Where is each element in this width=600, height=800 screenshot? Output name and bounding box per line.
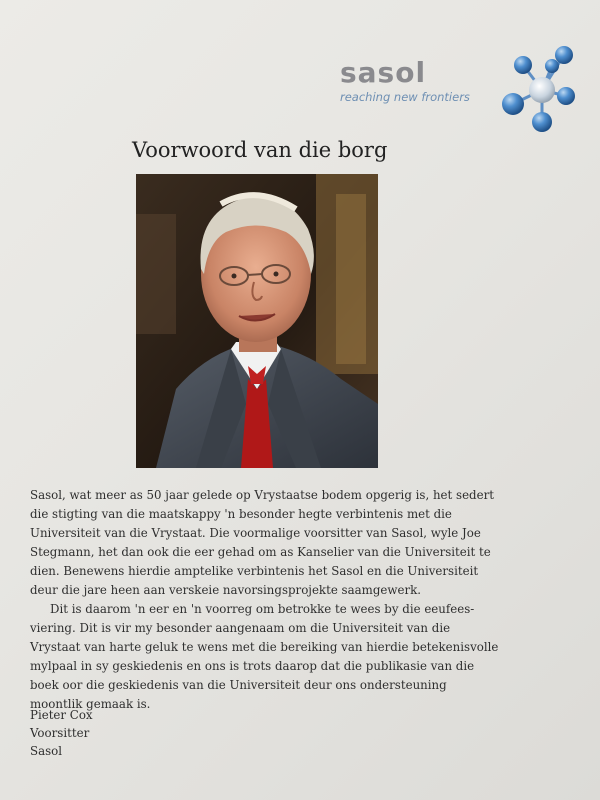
foreword-text <box>30 486 500 714</box>
signature-block <box>30 706 93 760</box>
paragraph-1: Sasol, wat meer as 50 jaar gelede op Vrystaatse bodem opgerig is, het sedert die stigting van die maatskappy 'n besonder hegte verbintenis met die Universiteit van die Vrystaat. Die voormalige voorsitter van Sasol, wyle Joe Stegmann, het dan ook die eer gehad om as Kanselier van die Universiteit te dien. Benewens hierdie amptelike verbintenis het Sasol en die Universiteit deur die jare heen aan verskeie navorsingsprojekte saamgewerk. <box>30 488 494 597</box>
page-title: Voorwoord van die borg <box>132 138 388 162</box>
portrait-photo <box>136 174 378 468</box>
sasol-logo <box>340 58 490 104</box>
portrait-illustration <box>136 174 378 468</box>
signatory-organisation: Sasol <box>30 744 63 758</box>
signatory-name: Pieter Cox <box>30 708 93 722</box>
molecule-logo-icon <box>495 42 580 137</box>
molecule-core <box>529 77 555 103</box>
logo-wordmark: sasol <box>340 56 427 89</box>
paragraph-2: Dit is daarom 'n eer en 'n voorreg om betrokke te wees by die eeufees-viering. Dit is vir my besonder aangenaam om die Universiteit van die Vrystaat van harte geluk te wens met die bereiking van hierdie betekenisvolle mylpaal in sy geskiedenis en ons is trots daarop dat die publikasie van die boek oor die geskiedenis van die Universiteit deur ons ondersteuning moontlik gemaak is. <box>30 602 499 711</box>
logo-tagline: reaching new frontiers <box>340 90 470 104</box>
signatory-title: Voorsitter <box>30 726 90 740</box>
